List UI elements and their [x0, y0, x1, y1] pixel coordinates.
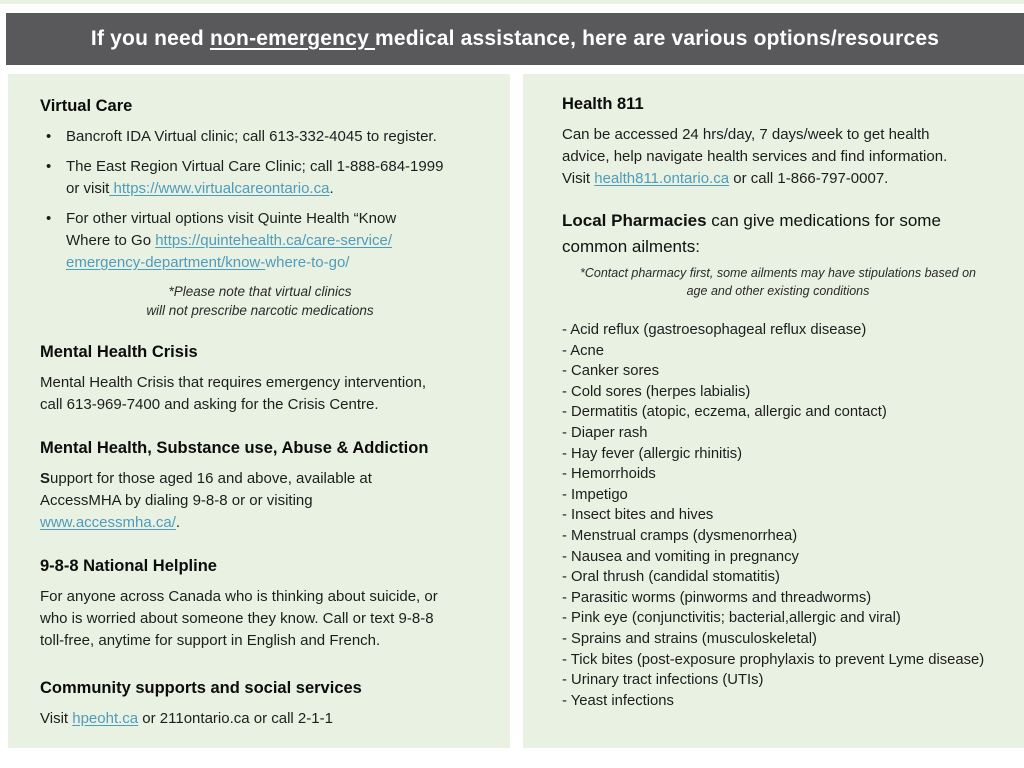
bullet3-line2: [66, 230, 480, 252]
ailment-item: - Menstrual cramps (dysmenorrhea): [562, 527, 798, 544]
ailment-item: - Pink eye (conjunctivitis; bacterial,allergic and viral): [562, 610, 901, 627]
pharmacies-heading-line1: [562, 208, 994, 234]
health811-body: [562, 124, 994, 190]
mh-substance-line2: AccessMHA by dialing 9-8-8 or or visiting: [40, 492, 313, 509]
ailment-item: - Canker sores: [562, 363, 660, 380]
banner-title: [91, 27, 939, 51]
health811-line1: Can be accessed 24 hrs/day, 7 days/week to get health: [562, 126, 930, 143]
section-mh-substance: [40, 438, 480, 534]
health811-link[interactable]: health811.ontario.ca: [594, 170, 730, 187]
bullet-dot-icon: •: [46, 158, 52, 175]
section-mental-health-crisis: [40, 342, 480, 416]
pharmacies-heading: [562, 208, 994, 260]
bullet2-prefix: or visit: [66, 180, 110, 197]
ailment-item: - Dermatitis (atopic, eczema, allergic and contact): [562, 404, 887, 421]
mh-substance-line3: [40, 512, 480, 534]
pharmacies-heading-bold: Local Pharmacies: [562, 211, 707, 230]
bullet-item: [40, 126, 480, 148]
ailment-item: - Cold sores (herpes labialis): [562, 383, 751, 400]
narcotics-note-line2: will not prescribe narcotic medications: [146, 303, 374, 318]
helpline-body: [40, 586, 480, 652]
ailment-item: - Diaper rash: [562, 424, 648, 441]
virtual-care-heading: Virtual Care: [40, 97, 133, 115]
bullet-item: [40, 208, 480, 274]
bullet3-line1: For other virtual options visit Quinte Health “Know: [66, 210, 397, 227]
section-helpline-988: [40, 556, 480, 652]
banner-text-underlined: non-emergency: [210, 27, 376, 50]
community-heading: Community supports and social services: [40, 679, 362, 697]
quintehealth-link-line2[interactable]: emergency-department/know-: [66, 254, 266, 271]
hpeoht-link[interactable]: hpeoht.ca: [72, 710, 139, 727]
ailment-item: - Sprains and strains (musculoskeletal): [562, 630, 817, 647]
ailment-item: - Tick bites (post-exposure prophylaxis to prevent Lyme disease): [562, 651, 985, 668]
pharmacies-heading-line2: common ailments:: [562, 237, 700, 256]
pharmacy-note-line2: age and other existing conditions: [686, 284, 870, 298]
bullet2-line1: The East Region Virtual Care Clinic; call 1-888-684-1999: [66, 158, 444, 175]
community-body: [40, 708, 480, 730]
ailments-list: [562, 320, 994, 711]
helpline-line3: toll-free, anytime for support in English and French.: [40, 632, 381, 649]
community-suffix: or 211ontario.ca or call 2-1-1: [138, 710, 333, 727]
top-accent-strip: [0, 0, 1024, 4]
bullet-dot-icon: •: [46, 128, 52, 145]
bullet-item: [40, 156, 480, 200]
section-health-811: [562, 94, 994, 190]
helpline-heading: 9-8-8 National Helpline: [40, 557, 217, 575]
mh-substance-line1-rest: upport for those aged 16 and above, available at: [50, 470, 372, 487]
mh-substance-heading: Mental Health, Substance use, Abuse & Addiction: [40, 439, 429, 457]
ailment-item: - Hemorrhoids: [562, 466, 656, 483]
helpline-line1: For anyone across Canada who is thinking about suicide, or: [40, 588, 438, 605]
ailment-item: - Nausea and vomiting in pregnancy: [562, 548, 799, 565]
bullet2-line2: [66, 178, 480, 200]
mh-substance-line1: [40, 468, 480, 490]
helpline-line2: who is worried about someone they know. Call or text 9-8-8: [40, 610, 434, 627]
community-prefix: Visit: [40, 710, 73, 727]
mh-substance-body: [40, 468, 480, 534]
bullet2-suffix: .: [329, 180, 334, 197]
accessmha-link[interactable]: www.accessmha.ca/: [40, 514, 176, 531]
header-banner: [6, 13, 1024, 65]
quintehealth-link-tail[interactable]: where-to-go/: [265, 254, 350, 271]
banner-text-before: If you need: [90, 27, 210, 50]
narcotics-note-line1: *Please note that virtual clinics: [168, 284, 352, 299]
ailment-item: - Oral thrush (candidal stomatitis): [562, 569, 780, 586]
mh-crisis-body: [40, 372, 480, 416]
ailment-item: - Insect bites and hives: [562, 507, 714, 524]
mh-crisis-line1: Mental Health Crisis that requires emergency intervention,: [40, 374, 427, 391]
ailment-item: - Acid reflux (gastroesophageal reflux disease): [562, 322, 867, 338]
mh-crisis-heading: Mental Health Crisis: [40, 343, 198, 361]
pharmacies-heading-rest1: can give medications for some: [706, 211, 941, 230]
ailment-item: - Hay fever (allergic rhinitis): [562, 445, 743, 462]
bullet1-text: Bancroft IDA Virtual clinic; call 613-332-4045 to register.: [66, 128, 437, 145]
narcotics-note: [40, 282, 480, 320]
mh-substance-line3-suffix: .: [175, 514, 181, 531]
ailment-item: - Impetigo: [562, 486, 628, 503]
ailment-item: - Yeast infections: [562, 692, 674, 709]
mh-crisis-line2: call 613-969-7400 and asking for the Crisis Centre.: [40, 396, 379, 413]
health811-line2: advice, help navigate health services and find information.: [562, 148, 948, 165]
health811-line3: [562, 168, 994, 190]
bullet3-prefix: Where to Go: [66, 232, 156, 249]
pharmacy-note-line1: *Contact pharmacy first, some ailments may have stipulations based on: [579, 266, 977, 280]
bullet-dot-icon: •: [46, 210, 52, 227]
ailment-item: - Urinary tract infections (UTIs): [562, 672, 764, 689]
left-panel: [8, 74, 510, 748]
health811-heading: Health 811: [562, 95, 644, 113]
section-community-supports: [40, 678, 480, 730]
bullet3-line3: [66, 252, 480, 274]
section-local-pharmacies: [562, 208, 994, 711]
ailment-item: - Parasitic worms (pinworms and threadworms): [562, 589, 872, 606]
right-panel: [523, 74, 1024, 748]
virtualcareontario-link[interactable]: https://www.virtualcareontario.ca: [109, 180, 330, 197]
pharmacy-note: [562, 264, 994, 300]
virtual-care-bullet-list: [40, 126, 480, 274]
mh-substance-bold-s: S: [40, 470, 51, 487]
section-virtual-care: [40, 96, 480, 320]
health811-line3-prefix: Visit: [562, 170, 595, 187]
quintehealth-link[interactable]: https://quintehealth.ca/care-service/: [155, 232, 392, 249]
ailment-item: - Acne: [562, 342, 604, 359]
banner-text-after: medical assistance, here are various options/resources: [375, 27, 940, 50]
health811-line3-suffix: or call 1-866-797-0007.: [729, 170, 889, 187]
